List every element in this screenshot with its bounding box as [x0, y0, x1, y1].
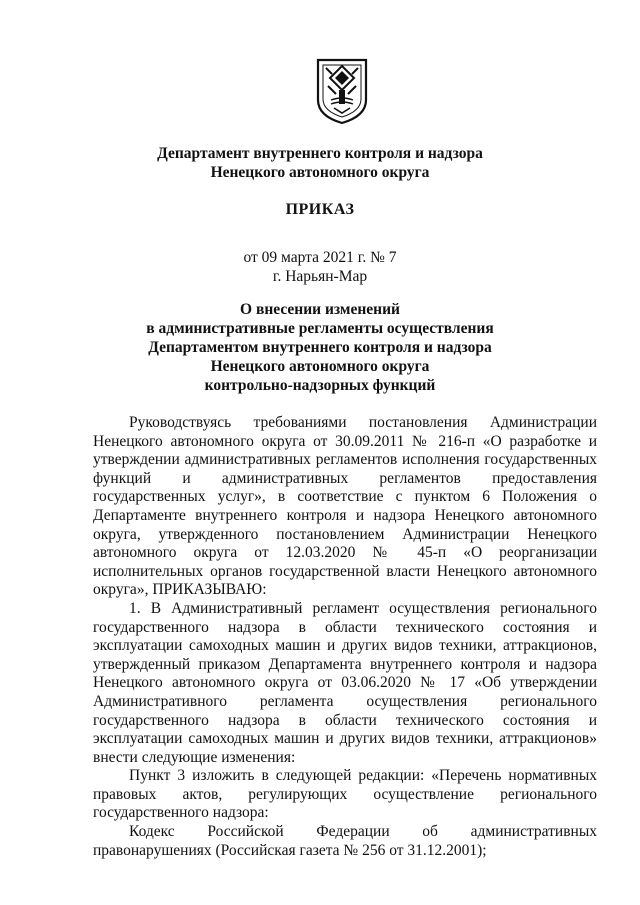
- document-city: г. Нарьян-Мар: [272, 268, 368, 285]
- body-paragraph: 1. В Административный регламент осуществления регионального государственного надзора в области технического состояния и эксплуатации самоходных машин и других видов техники, аттракционов, утвержденный приказом Департамента внутреннего контроля и надзора Ненецкого автономного округа от 03.06.2020 № 17 «Об утверждении Административного регламента осуществления регионального государственного надзора в области технического состояния и эксплуатации самоходных машин и других видов техники, аттракционов» внести следующие изменения:: [93, 599, 597, 766]
- body-paragraph: Пункт 3 изложить в следующей редакции: «Перечень нормативных правовых актов, регулирующих осуществление регионального государственного надзора:: [93, 767, 597, 822]
- document-type: ПРИКАЗ: [285, 201, 355, 218]
- subject-line: в административные регламенты осуществления: [146, 320, 494, 337]
- coat-of-arms-icon: [314, 56, 370, 126]
- subject-line: Ненецкого автономного округа: [210, 358, 430, 375]
- organization-line: Департамент внутреннего контроля и надзора: [157, 145, 483, 162]
- document-subject: [0, 300, 640, 395]
- date-and-place: [0, 248, 640, 286]
- subject-line: О внесении изменений: [240, 301, 400, 318]
- body-paragraph: Руководствуясь требованиями постановления Администрации Ненецкого автономного округа от 30.09.2011 № 216-п «О разработке и утверждении административных регламентов исполнения государственных функций и административных регламентов предоставления государственных услуг», в соответствие с пунктом 6 Положения о Департаменте внутреннего контроля и надзора Ненецкого автономного округа, утвержденного постановлением Администрации Ненецкого автономного округа от 12.03.2020 № 45-п «О реорганизации исполнительных органов государственной власти Ненецкого автономного округа», ПРИКАЗЫВАЮ:: [93, 414, 597, 599]
- document-date: от 09 марта 2021 г. № 7: [243, 249, 397, 266]
- subject-line: Департаментом внутреннего контроля и надзора: [148, 339, 492, 356]
- organization-line: Ненецкого автономного округа: [210, 164, 430, 181]
- organization-name: [0, 144, 640, 182]
- subject-line: контрольно-надзорных функций: [204, 377, 436, 394]
- body-paragraph: Кодекс Российской Федерации об административных правонарушениях (Российская газета № 256 от 31.12.2001);: [93, 823, 597, 859]
- document-body: [93, 414, 597, 860]
